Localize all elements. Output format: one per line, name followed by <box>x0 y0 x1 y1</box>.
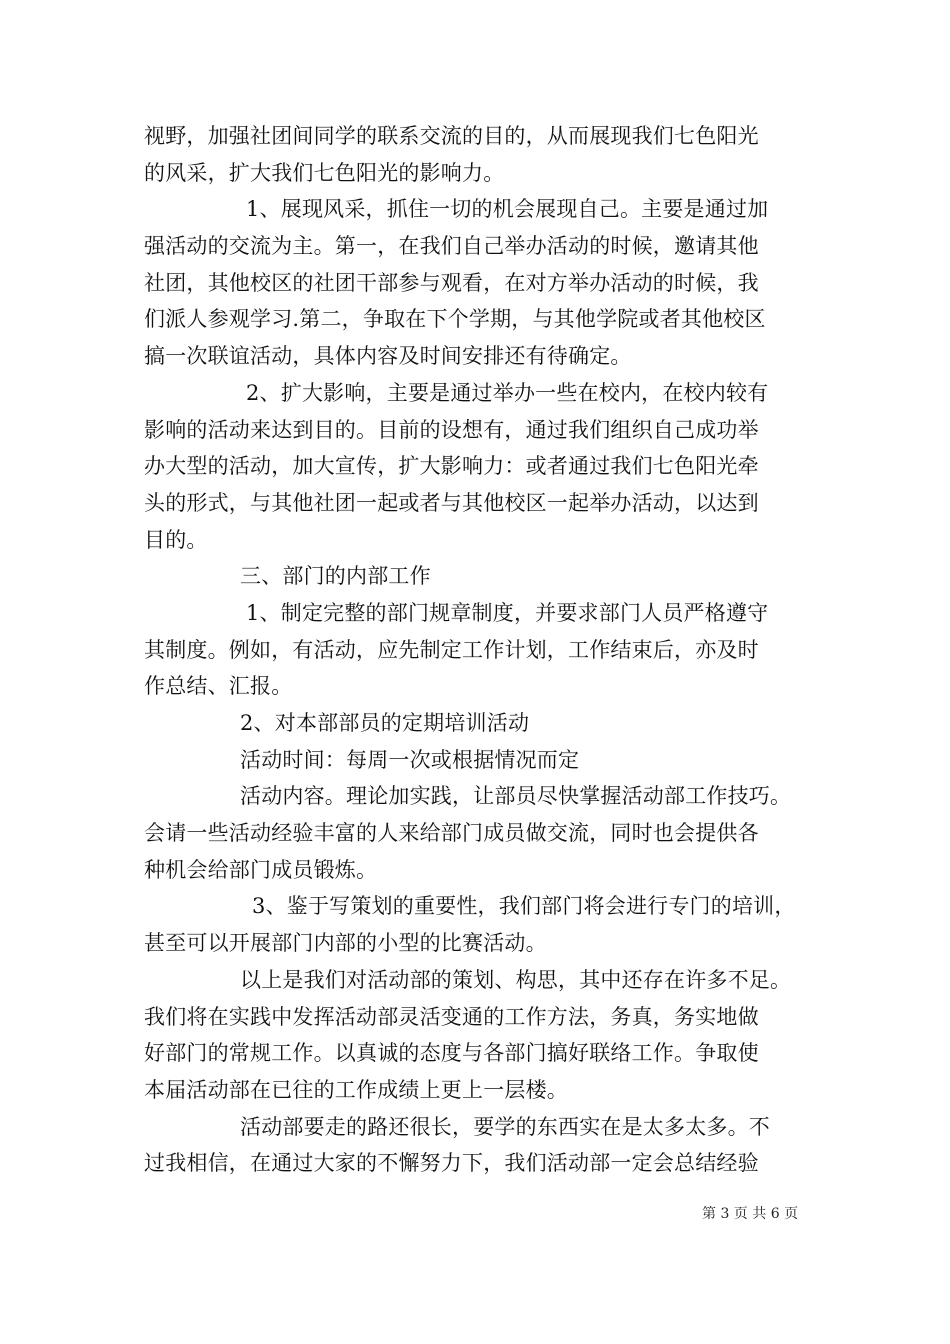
text-line: 办大型的活动，加大宣传，扩大影响力：或者通过我们七色阳光牵 <box>144 454 759 479</box>
text-line: 影响的活动来达到目的。目前的设想有，通过我们组织自己成功举 <box>144 417 759 442</box>
text-line: 视野，加强社团间同学的联系交流的目的，从而展现我们七色阳光 <box>144 124 759 148</box>
text-line: 目的。 <box>144 527 208 552</box>
paragraph-start: 活动时间：每周一次或根据情况而定 <box>240 747 580 772</box>
text-line: 头的形式，与其他社团一起或者与其他校区一起举办活动，以达到 <box>144 490 759 515</box>
text-line: 会请一些活动经验丰富的人来给部门成员做交流，同时也会提供各 <box>144 821 759 846</box>
text-line: 搞一次联谊活动，具体内容及时间安排还有待确定。 <box>144 344 632 369</box>
text-line: 本届活动部在已往的工作成绩上更上一层楼。 <box>144 1077 568 1102</box>
section-heading: 三、部门的内部工作 <box>240 564 431 589</box>
text-line: 其制度。例如，有活动，应先制定工作计划，工作结束后，亦及时 <box>144 637 759 662</box>
text-line: 我们将在实践中发挥活动部灵活变通的工作方法，务真，务实地做 <box>144 1004 759 1029</box>
paragraph-start: 1、制定完整的部门规章制度，并要求部门人员严格遵守 <box>246 600 769 625</box>
paragraph-start: 2、扩大影响，主要是通过举办一些在校内，在校内较有 <box>246 380 769 405</box>
text-line: 好部门的常规工作。以真诚的态度与各部门搞好联络工作。争取使 <box>144 1041 759 1066</box>
text-line: 过我相信，在通过大家的不懈努力下，我们活动部一定会总结经验 <box>144 1151 759 1176</box>
paragraph-start: 以上是我们对活动部的策划、构思，其中还存在许多不足。 <box>240 967 792 992</box>
paragraph-start: 活动内容。理论加实践，让部员尽快掌握活动部工作技巧。 <box>240 784 792 809</box>
paragraph-start: 3、鉴于写策划的重要性，我们部门将会进行专门的培训， <box>252 894 796 919</box>
text-line: 社团，其他校区的社团干部参与观看，在对方举办活动的时候，我 <box>144 270 759 295</box>
text-line: 的风采，扩大我们七色阳光的影响力。 <box>144 160 505 185</box>
body-text <box>144 118 808 1182</box>
page-number-footer: 第 3 页 共 6 页 <box>702 1206 799 1222</box>
text-line: 们派人参观学习.第二，争取在下个学期，与其他学院或者其他校区 <box>144 307 766 332</box>
text-line: 种机会给部门成员锻炼。 <box>144 857 378 882</box>
text-line: 强活动的交流为主。第一，在我们自己举办活动的时候，邀请其他 <box>144 234 759 259</box>
text-line: 甚至可以开展部门内部的小型的比赛活动。 <box>144 931 547 956</box>
paragraph-start: 1、展现风采，抓住一切的机会展现自己。主要是通过加 <box>246 197 769 222</box>
paragraph-start: 2、对本部部员的定期培训活动 <box>240 711 530 735</box>
paragraph-start: 活动部要走的路还很长，要学的东西实在是太多太多。不 <box>240 1114 770 1139</box>
text-line: 作总结、汇报。 <box>144 674 293 699</box>
